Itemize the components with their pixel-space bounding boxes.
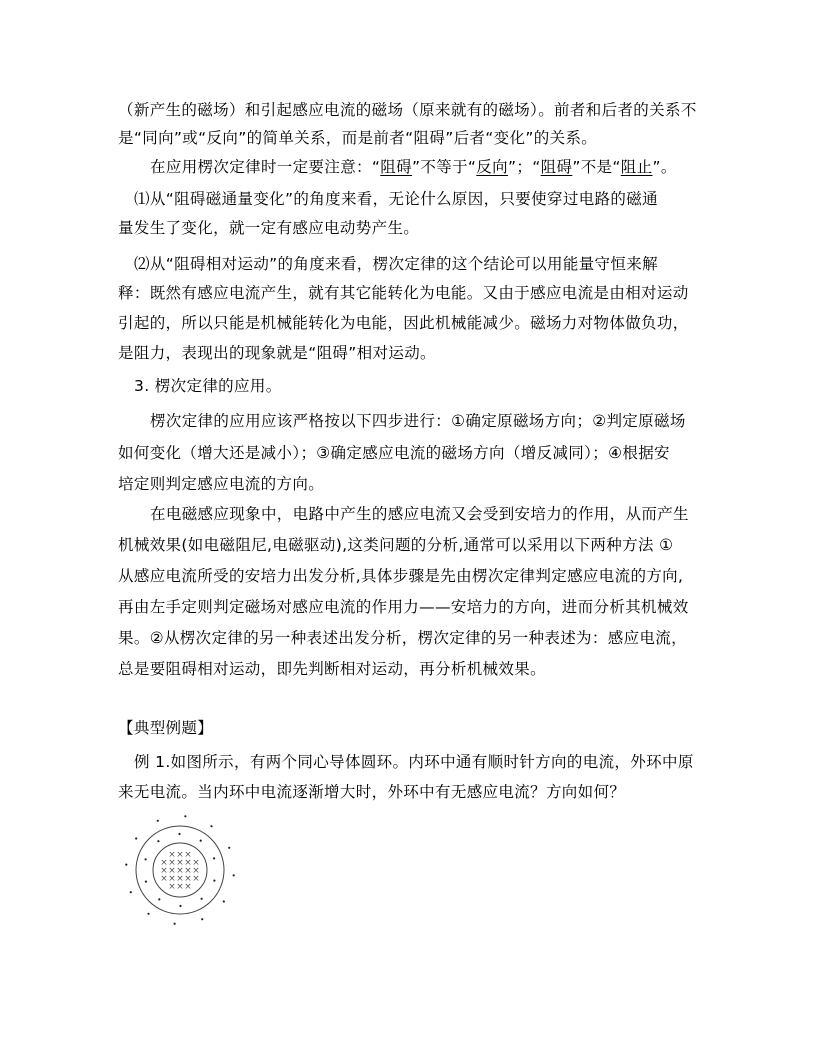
field-cross-mark: ×	[168, 850, 176, 860]
field-cross-mark: ×	[192, 866, 200, 876]
field-dot-mark	[223, 900, 225, 902]
field-cross-mark: ×	[168, 874, 176, 884]
field-cross-mark: ×	[176, 866, 184, 876]
field-dot-mark	[157, 840, 159, 842]
section-title: 【典型例题】	[118, 719, 214, 737]
field-dot-mark	[135, 837, 137, 839]
paragraph-line: 楞次定律的应用应该严格按以下四步进行：①确定原磁场方向；②判定原磁场	[150, 412, 686, 430]
field-dot-mark	[157, 820, 159, 822]
field-dot-mark	[147, 913, 149, 915]
paragraph-line: 总是要阻碍相对运动，即先判断相对运动，再分析机械效果。	[118, 660, 546, 678]
magnetic-field-into-page-marks	[160, 850, 200, 892]
field-cross-mark: ×	[160, 874, 168, 884]
paragraph-line: 是阻力，表现出的现象就是“阻碍”相对运动。	[118, 344, 436, 362]
field-dot-mark	[145, 881, 147, 883]
example-question-line: 例 1.如图所示，有两个同心导体圆环。内环中通有顺时针方向的电流，外环中原	[134, 753, 694, 771]
underlined-term: 阻止	[620, 158, 653, 176]
field-dot-mark	[210, 825, 212, 827]
field-cross-mark: ×	[184, 882, 192, 892]
field-cross-mark: ×	[176, 882, 184, 892]
field-dot-mark	[145, 858, 147, 860]
paragraph-line: 机械效果(如电磁阻尼,电磁驱动),这类问题的分析,通常可以采用以下两种方法 ①	[118, 536, 674, 554]
field-cross-mark: ×	[184, 858, 192, 868]
underlined-term: 阻碍	[380, 158, 412, 176]
field-dot-mark	[178, 833, 180, 835]
paragraph-line: 是“同向”或“反向”的简单关系，而是前者“阻碍”后者“变化”的关系。	[118, 129, 598, 147]
text-run: ”不是“	[572, 158, 621, 176]
note-paragraph	[150, 157, 677, 177]
underlined-term: 阻碍	[540, 158, 573, 176]
text-run: ”；“	[508, 158, 541, 176]
text-run: ”不等于“	[411, 158, 477, 176]
field-cross-mark: ×	[168, 882, 176, 892]
paragraph-line: 释：既然有感应电流产生，就有其它能转化为电能。又由于感应电流是由相对运动	[118, 284, 689, 302]
paragraph-line: 在电磁感应现象中，电路中产生的感应电流又会受到安培力的作用，从而产生	[150, 505, 689, 523]
field-dot-mark	[184, 815, 186, 817]
section-heading: 3. 楞次定律的应用。	[134, 377, 282, 395]
field-dot-mark	[200, 840, 202, 842]
paragraph-line: 培定则判定感应电流的方向。	[118, 475, 325, 493]
field-cross-mark: ×	[192, 858, 200, 868]
paragraph-line: 果。②从楞次定律的另一种表述出发分析，楞次定律的另一种表述为：感应电流，	[118, 629, 687, 647]
field-cross-mark: ×	[176, 874, 184, 884]
field-cross-mark: ×	[160, 866, 168, 876]
field-dot-mark	[228, 847, 230, 849]
field-cross-mark: ×	[160, 858, 168, 868]
paragraph-line: 引起的，所以只能是机械能转化为电能，因此机械能减少。磁场力对物体做负功，	[118, 314, 689, 332]
text-run: 在应用楞次定律时一定要注意：“	[150, 158, 381, 176]
paragraph-line: 如何变化（增大还是减小）；③确定感应电流的磁场方向（增反减同）；④根据安	[118, 444, 670, 462]
concentric-rings-diagram	[118, 810, 248, 930]
field-dot-mark	[125, 864, 127, 866]
field-dot-mark	[158, 898, 160, 900]
field-dot-mark	[201, 918, 203, 920]
paragraph-line: 从感应电流所受的安培力出发分析,具体步骤是先由楞次定律判定感应电流的方向,	[118, 567, 684, 585]
field-cross-mark: ×	[184, 874, 192, 884]
field-dot-mark	[174, 923, 176, 925]
field-dot-mark	[213, 857, 215, 859]
example-question-line: 来无电流。当内环中电流逐渐增大时，外环中有无感应电流？方向如何？	[118, 783, 626, 801]
field-dot-mark	[201, 898, 203, 900]
field-dot-mark	[179, 905, 181, 907]
paragraph-line: （新产生的磁场）和引起感应电流的磁场（原来就有的磁场）。前者和后者的关系不	[118, 101, 697, 119]
field-cross-mark: ×	[176, 850, 184, 860]
field-dot-mark	[130, 891, 132, 893]
field-dot-mark	[233, 874, 235, 876]
field-cross-mark: ×	[184, 850, 192, 860]
field-cross-mark: ×	[168, 858, 176, 868]
paragraph-line: 再由左手定则判定磁场对感应电流的作用力——安培力的方向，进而分析其机械效	[118, 598, 689, 616]
paragraph-line: 量发生了变化，就一定有感应电动势产生。	[118, 219, 420, 237]
field-cross-mark: ×	[168, 866, 176, 876]
field-cross-mark: ×	[176, 858, 184, 868]
field-cross-mark: ×	[192, 874, 200, 884]
paragraph-line: ⑵从“阻碍相对运动”的角度来看，楞次定律的这个结论可以用能量守恒来解	[134, 255, 658, 273]
paragraph-line: ⑴从“阻碍磁通量变化”的角度来看，无论什么原因，只要使穿过电路的磁通	[134, 190, 658, 208]
field-cross-mark: ×	[184, 866, 192, 876]
concentric-rings-figure	[118, 810, 248, 930]
field-dot-mark	[213, 880, 215, 882]
underlined-term: 反向	[476, 158, 508, 176]
text-run: ”。	[652, 158, 677, 176]
